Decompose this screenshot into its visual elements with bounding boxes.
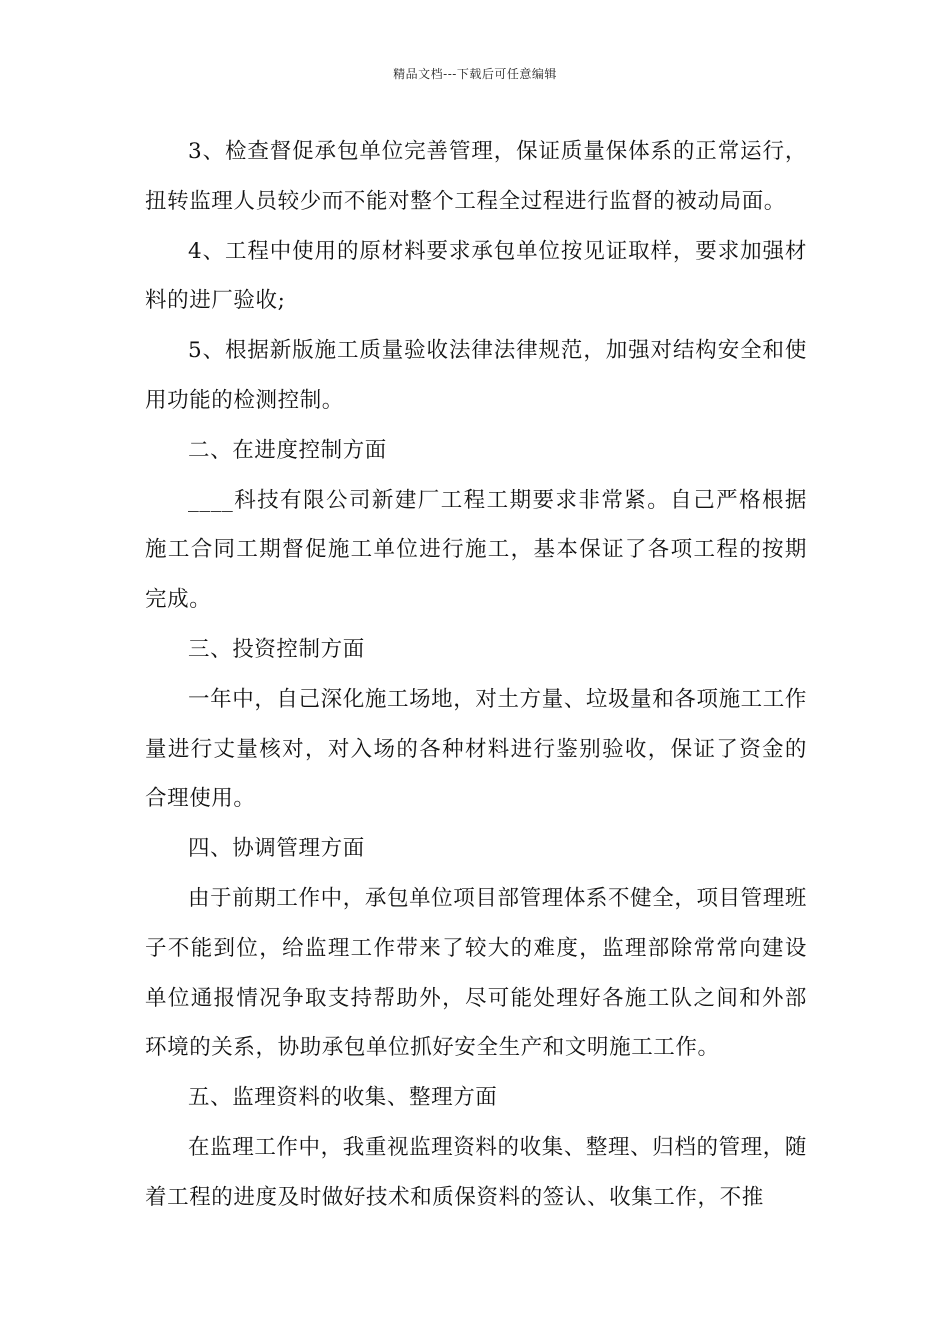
section-heading-coordination: 四、协调管理方面 <box>188 836 365 862</box>
document-body <box>145 127 807 1223</box>
section-heading-investment: 三、投资控制方面 <box>188 636 365 662</box>
paragraph-item-3: 3、检查督促承包单位完善管理，保证质量保体系的正常运行，扭转监理人员较少而不能对整个工程全过程进行监督的被动局面。 <box>145 139 807 214</box>
section-heading-documents: 五、监理资料的收集、整理方面 <box>188 1085 498 1111</box>
paragraph-investment: 一年中，自己深化施工场地，对土方量、垃圾量和各项施工工作量进行丈量核对，对入场的各种材料进行鉴别验收，保证了资金的合理使用。 <box>145 686 807 812</box>
paragraph-item-4: 4、工程中使用的原材料要求承包单位按见证取样，要求加强材料的进厂验收; <box>145 238 807 314</box>
paragraph-item-5: 5、根据新版施工质量验收法律法律规范，加强对结构安全和使用功能的检测控制。 <box>145 338 807 413</box>
paragraph-documents: 在监理工作中，我重视监理资料的收集、整理、归档的管理，随着工程的进度及时做好技术和质保资料的签认、收集工作，不推 <box>145 1134 807 1210</box>
page-header: 精品文档---下载后可任意编辑 <box>393 67 557 81</box>
section-heading-schedule: 二、在进度控制方面 <box>188 437 387 463</box>
paragraph-coordination: 由于前期工作中，承包单位项目部管理体系不健全，项目管理班子不能到位，给监理工作带来了较大的难度，监理部除常常向建设单位通报情况争取支持帮助外，尽可能处理好各施工队之间和外部环境的关系，协助承包单位抓好安全生产和文明施工工作。 <box>145 885 807 1061</box>
paragraph-schedule: ____科技有限公司新建厂工程工期要求非常紧。自己严格根据施工合同工期督促施工单位进行施工，基本保证了各项工程的按期完成。 <box>145 487 807 613</box>
